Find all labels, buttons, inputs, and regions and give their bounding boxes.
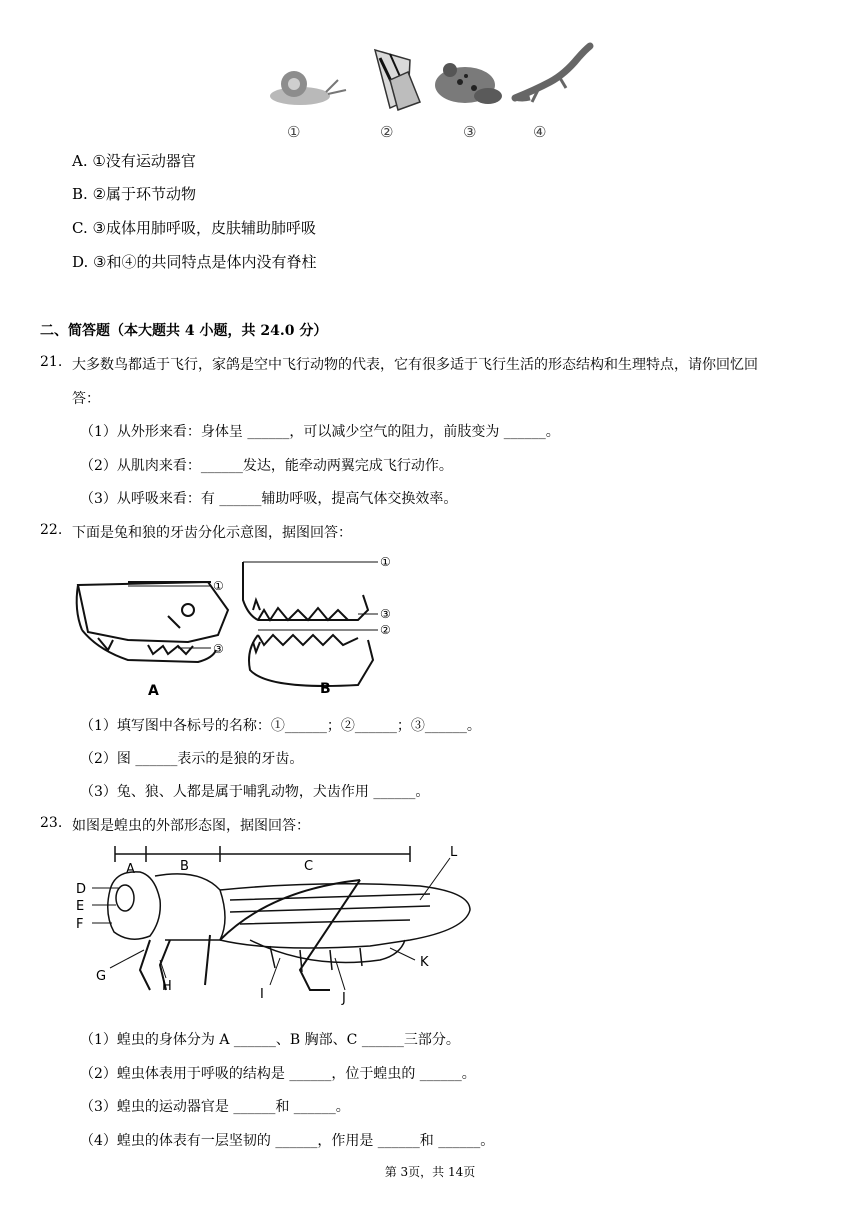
rabbit-skull bbox=[77, 582, 228, 662]
teeth-diagram bbox=[68, 550, 408, 700]
option-letter: C. bbox=[72, 219, 88, 237]
locust-label-H: H bbox=[162, 979, 172, 994]
frog-image bbox=[435, 63, 502, 104]
butterfly-image bbox=[375, 50, 420, 110]
option-text: ③和④的共同特点是体内没有脊柱 bbox=[93, 253, 317, 271]
option-a bbox=[72, 150, 196, 171]
option-text: ①没有运动器官 bbox=[92, 152, 196, 170]
option-text: ②属于环节动物 bbox=[92, 185, 197, 203]
question-23-text: 如图是蝗虫的外部形态图，据图回答： bbox=[72, 818, 310, 834]
option-text: ③成体用肺呼吸，皮肤辅助肺呼吸 bbox=[92, 219, 316, 237]
locust-label-K: K bbox=[420, 955, 429, 970]
question-21-text-cont: 答： bbox=[72, 391, 100, 407]
option-d bbox=[72, 251, 317, 272]
question-22-sub-2: （2）图 ______表示的是狼的牙齿。 bbox=[80, 751, 304, 767]
question-23-number: 23. bbox=[40, 815, 63, 831]
animal-label-1: ① bbox=[287, 123, 301, 141]
locust-diagram bbox=[70, 840, 480, 1015]
animal-label-2: ② bbox=[380, 123, 394, 141]
wolf-jaw bbox=[243, 562, 373, 686]
lizard-image bbox=[515, 46, 590, 102]
locust-label-J: J bbox=[342, 991, 346, 1006]
question-21-text: 大多数鸟都适于飞行，家鸽是空中飞行动物的代表，它有很多适于飞行生活的形态结构和生理特点，请你回忆回 bbox=[72, 357, 758, 373]
section-header: 二、简答题（本大题共 4 小题，共 24.0 分） bbox=[40, 323, 328, 339]
question-21-sub-1: （1）从外形来看：身体呈 ______，可以减少空气的阻力，前肢变为 ______。 bbox=[80, 424, 560, 440]
question-21-number: 21. bbox=[40, 354, 63, 370]
question-21-sub-2: （2）从肌肉来看：______发达，能牵动两翼完成飞行动作。 bbox=[80, 458, 453, 474]
locust-label-E: E bbox=[76, 899, 85, 914]
locust-label-B: B bbox=[180, 859, 189, 874]
wolf-label-1: ① bbox=[380, 555, 391, 569]
locust-label-C: C bbox=[304, 859, 314, 874]
question-21-sub-3: （3）从呼吸来看：有 ______辅助呼吸，提高气体交换效率。 bbox=[80, 491, 458, 507]
wolf-label-3: ③ bbox=[380, 607, 391, 621]
question-23-sub-2: （2）蝗虫体表用于呼吸的结构是 ______，位于蝗虫的 ______。 bbox=[80, 1066, 476, 1082]
wolf-label-2: ② bbox=[380, 623, 391, 637]
locust-body bbox=[108, 872, 470, 972]
question-22-number: 22. bbox=[40, 522, 63, 538]
wolf-label-B: B bbox=[320, 681, 331, 697]
locust-label-A: A bbox=[126, 862, 135, 877]
locust-label-I: I bbox=[260, 987, 264, 1002]
question-22-text: 下面是兔和狼的牙齿分化示意图，据图回答： bbox=[72, 525, 352, 541]
option-letter: B. bbox=[72, 185, 88, 203]
snail-image bbox=[270, 71, 346, 105]
locust-label-D: D bbox=[76, 882, 87, 897]
locust-label-F: F bbox=[76, 917, 84, 932]
question-22-sub-1: （1）填写图中各标号的名称：①______；②______；③______。 bbox=[80, 718, 481, 734]
question-23-sub-4: （4）蝗虫的体表有一层坚韧的 ______，作用是 ______和 ______。 bbox=[80, 1133, 495, 1149]
option-c bbox=[72, 217, 316, 238]
question-23-sub-1: （1）蝗虫的身体分为 A ______、B 胸部、C ______三部分。 bbox=[80, 1032, 460, 1048]
animal-label-3: ③ bbox=[463, 123, 477, 141]
option-b bbox=[72, 183, 196, 204]
locust-label-G: G bbox=[96, 969, 107, 984]
option-letter: A. bbox=[72, 152, 88, 170]
rabbit-label-1: ① bbox=[213, 579, 224, 593]
locust-label-L: L bbox=[450, 845, 458, 860]
question-22-sub-3: （3）兔、狼、人都是属于哺乳动物，犬齿作用 ______。 bbox=[80, 784, 430, 800]
rabbit-label-A: A bbox=[148, 683, 159, 699]
page-footer: 第 3页，共 14页 bbox=[384, 1165, 476, 1179]
rabbit-label-3: ③ bbox=[213, 642, 224, 656]
question-23-sub-3: （3）蝗虫的运动器官是 ______和 ______。 bbox=[80, 1099, 350, 1115]
animal-figure bbox=[260, 40, 600, 145]
animal-label-4: ④ bbox=[533, 123, 547, 141]
option-letter: D. bbox=[72, 253, 89, 271]
